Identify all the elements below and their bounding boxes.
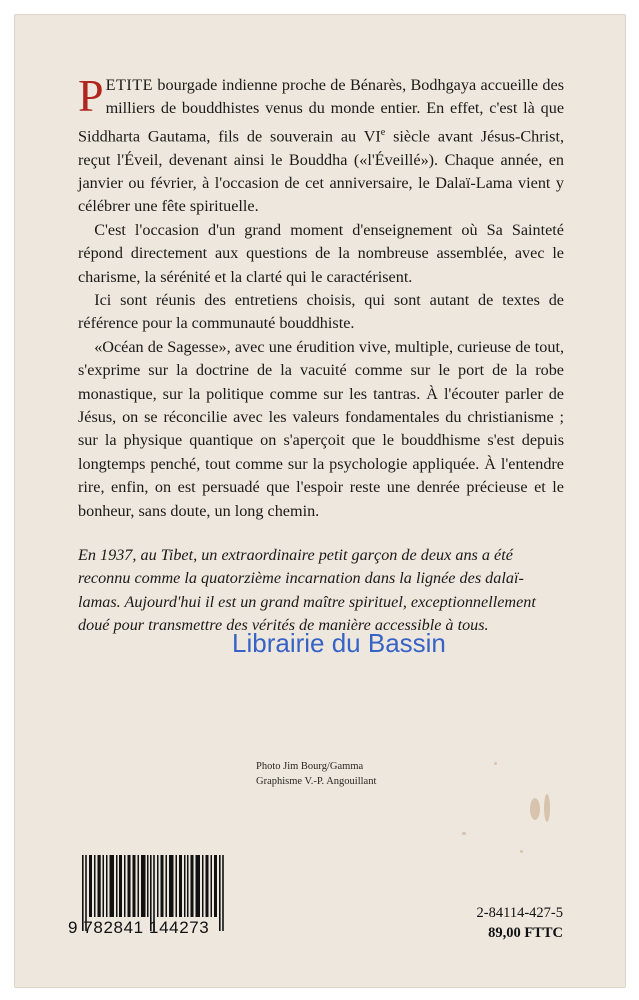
century-superscript: e [380,126,386,138]
opening-smallcaps: ETITE [105,76,154,94]
isbn-number: 2-84114-427-5 [476,905,563,921]
blurb-paragraph-2: C'est l'occasion d'un grand moment d'enseignement où Sa Sainteté répond directement aux questions de la nombreuse assemblée, avec le charisme, la sérénité et la clarté qui le caractérisent. [78,220,564,286]
price-label: 89,00 FTTC [488,925,563,941]
photo-credit: Photo Jim Bourg/Gamma [256,761,364,772]
design-credit: Graphisme V.-P. Angouillant [256,776,377,787]
isbn-price-block [477,903,563,943]
blurb-text [78,70,564,523]
credits-block [256,759,376,789]
blurb-paragraph-1-text: bourgade indienne proche de Bénarès, Bodhgaya accueille des milliers de bouddhistes venus du monde entier. En effet, c'est là que Siddharta Gautama, fils de souverain au VI [78,76,564,146]
stain-mark [530,798,540,820]
stain-mark [462,832,466,835]
dropcap-letter: P [78,70,104,121]
barcode-number: 9 782841 144273 [68,918,210,937]
blurb-paragraph-1-text-continued: siècle avant Jésus-Christ, reçut l'Éveil, devenant ainsi le Bouddha («l'Éveillé»). Chaque année, en janvier ou février, à l'occasion de cet anniversaire, le Dalaï-Lama vient y célébrer une fête spirituelle. [78,127,564,216]
stain-mark [494,762,497,765]
blurb-paragraph-3: Ici sont réunis des entretiens choisis, qui sont autant de textes de référence pour la communauté bouddhiste. [78,291,564,333]
author-intro: En 1937, au Tibet, un extraordinaire petit garçon de deux ans a été reconnu comme la quatorzième incarnation dans la lignée des dalaï-lamas. Aujourd'hui il est un grand maître spirituel, exceptionnellement doué pour transmettre des vérités de manière accessible à tous. [78,546,536,635]
stain-mark [520,850,523,853]
bookseller-watermark: Librairie du Bassin [232,628,446,658]
stain-mark [544,794,550,822]
blurb-paragraph-4: «Océan de Sagesse», avec une érudition vive, multiple, curieuse de tout, s'exprime sur la doctrine de la vacuité comme sur le port de la robe monastique, sur la politique comme sur les tantras. À l'écouter parler de Jésus, on se réconcilie avec les valeurs fondamentales du christianisme ; sur la physique quantique on s'aperçoit que le bouddhisme s'est depuis longtemps penché, tout comme sur la psychologie appliquée. À l'entendre rire, enfin, on est persuadé que l'espoir reste une denrée précieuse et le bonheur, sans doute, un long chemin. [78,337,564,520]
blurb-paragraph-1 [78,70,564,219]
